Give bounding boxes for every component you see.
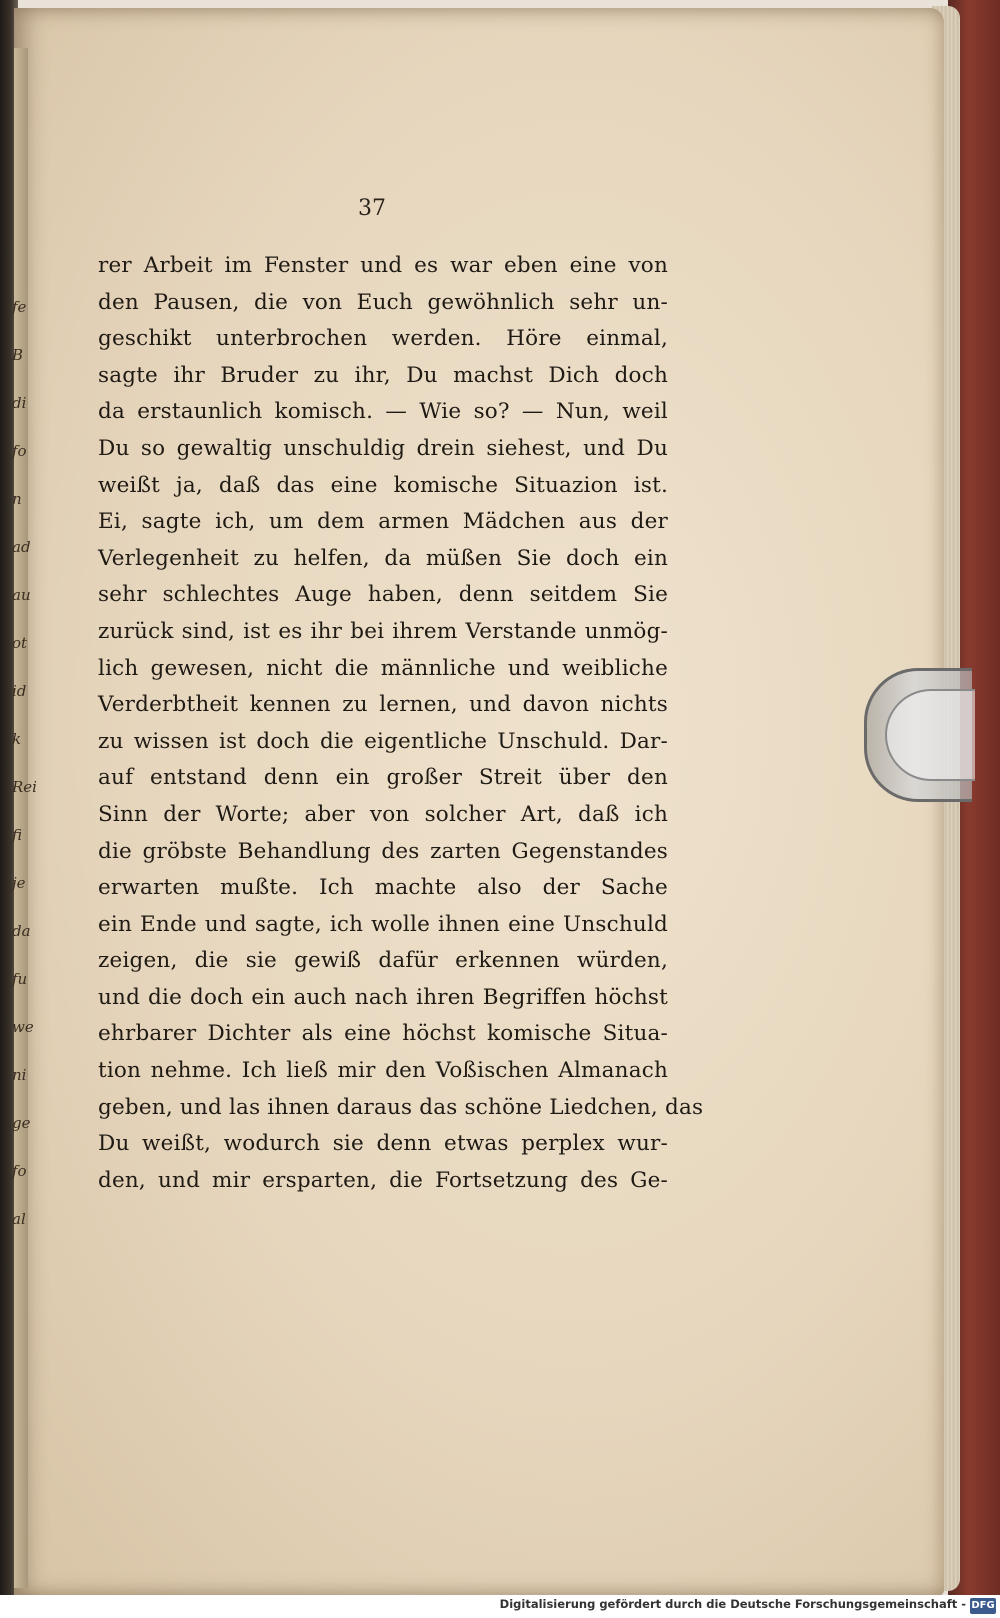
text-line: geschikt unterbrochen werden. Höre einmal, <box>98 326 668 352</box>
previous-page-fragment: di <box>12 394 27 412</box>
paper-page <box>14 8 944 1596</box>
text-line: Sinn der Worte; aber von solcher Art, daß ich <box>98 801 668 827</box>
text-line: da erstaunlich komisch. — Wie so? — Nun, weil <box>98 399 668 425</box>
previous-page-fragment: fe <box>12 298 27 316</box>
text-line: die gröbste Behandlung des zarten Gegenstandes <box>98 838 668 864</box>
page-clamp <box>864 668 972 802</box>
footer-credit: Digitalisierung gefördert durch die Deutsche Forschungsgemeinschaft - <box>499 1597 966 1611</box>
text-line: auf entstand denn ein großer Streit über den <box>98 765 668 791</box>
text-line: ehrbarer Dichter als eine höchst komische Situa- <box>98 1021 668 1047</box>
text-line: Du so gewaltig unschuldig drein siehest, und Du <box>98 435 668 461</box>
previous-page-fragment: al <box>12 1210 26 1228</box>
previous-page-strip <box>14 48 28 1588</box>
previous-page-fragment: we <box>12 1018 34 1036</box>
text-line: den, und mir ersparten, die Fortsetzung des Ge- <box>98 1167 668 1193</box>
footer-bar <box>0 1595 1000 1618</box>
text-line: Verderbtheit kennen zu lernen, und davon nichts <box>98 692 668 718</box>
text-line: weißt ja, daß das eine komische Situazion ist. <box>98 472 668 498</box>
text-line: geben, und las ihnen daraus das schöne Liedchen, das <box>98 1094 704 1120</box>
text-line: lich gewesen, nicht die männliche und weibliche <box>98 655 668 681</box>
page-clamp-inner <box>885 689 975 781</box>
text-line: Du weißt, wodurch sie denn etwas perplex wur- <box>98 1131 668 1157</box>
text-line: Verlegenheit zu helfen, da müßen Sie doch ein <box>98 545 668 571</box>
text-line: erwarten mußte. Ich machte also der Sache <box>98 875 668 901</box>
text-line: rer Arbeit im Fenster und es war eben eine von <box>98 253 668 278</box>
text-line: Ei, sagte ich, um dem armen Mädchen aus der <box>98 509 668 535</box>
previous-page-fragment: fu <box>12 970 28 988</box>
text-line: sehr schlechtes Auge haben, denn seitdem Sie <box>98 582 668 608</box>
previous-page-fragment: ge <box>12 1114 31 1132</box>
previous-page-fragment: B <box>12 346 24 364</box>
text-line: zurück sind, ist es ihr bei ihrem Verstande unmög- <box>98 618 668 644</box>
previous-page-fragment: ad <box>12 538 31 556</box>
text-line: den Pausen, die von Euch gewöhnlich sehr un- <box>98 289 668 315</box>
dfg-logo: DFG <box>970 1598 996 1614</box>
previous-page-fragment: ni <box>12 1066 27 1084</box>
previous-page-fragment: fo <box>12 442 27 460</box>
previous-page-fragment: da <box>12 922 31 940</box>
text-line: zu wissen ist doch die eigentliche Unschuld. Dar- <box>98 728 668 754</box>
text-line: zeigen, die sie gewiß dafür erkennen würden, <box>98 948 668 974</box>
previous-page-fragment: fo <box>12 1162 27 1180</box>
previous-page-fragment: Rei <box>12 778 37 796</box>
previous-page-fragment: fi <box>12 826 23 844</box>
body-text <box>98 248 704 1199</box>
previous-page-fragment: ot <box>12 634 28 652</box>
previous-page-fragment: k <box>12 730 22 748</box>
previous-page-fragment: au <box>12 586 31 604</box>
previous-page-fragment: n <box>12 490 22 508</box>
text-line: sagte ihr Bruder zu ihr, Du machst Dich doch <box>98 362 668 388</box>
text-line: tion nehme. Ich ließ mir den Voßischen Almanach <box>98 1058 668 1084</box>
page-number: 37 <box>358 196 386 221</box>
text-line: und die doch ein auch nach ihren Begriffen höchst <box>98 984 668 1010</box>
text-line: ein Ende und sagte, ich wolle ihnen eine Unschuld <box>98 911 668 937</box>
previous-page-fragment: je <box>12 874 26 892</box>
previous-page-fragment: id <box>12 682 27 700</box>
